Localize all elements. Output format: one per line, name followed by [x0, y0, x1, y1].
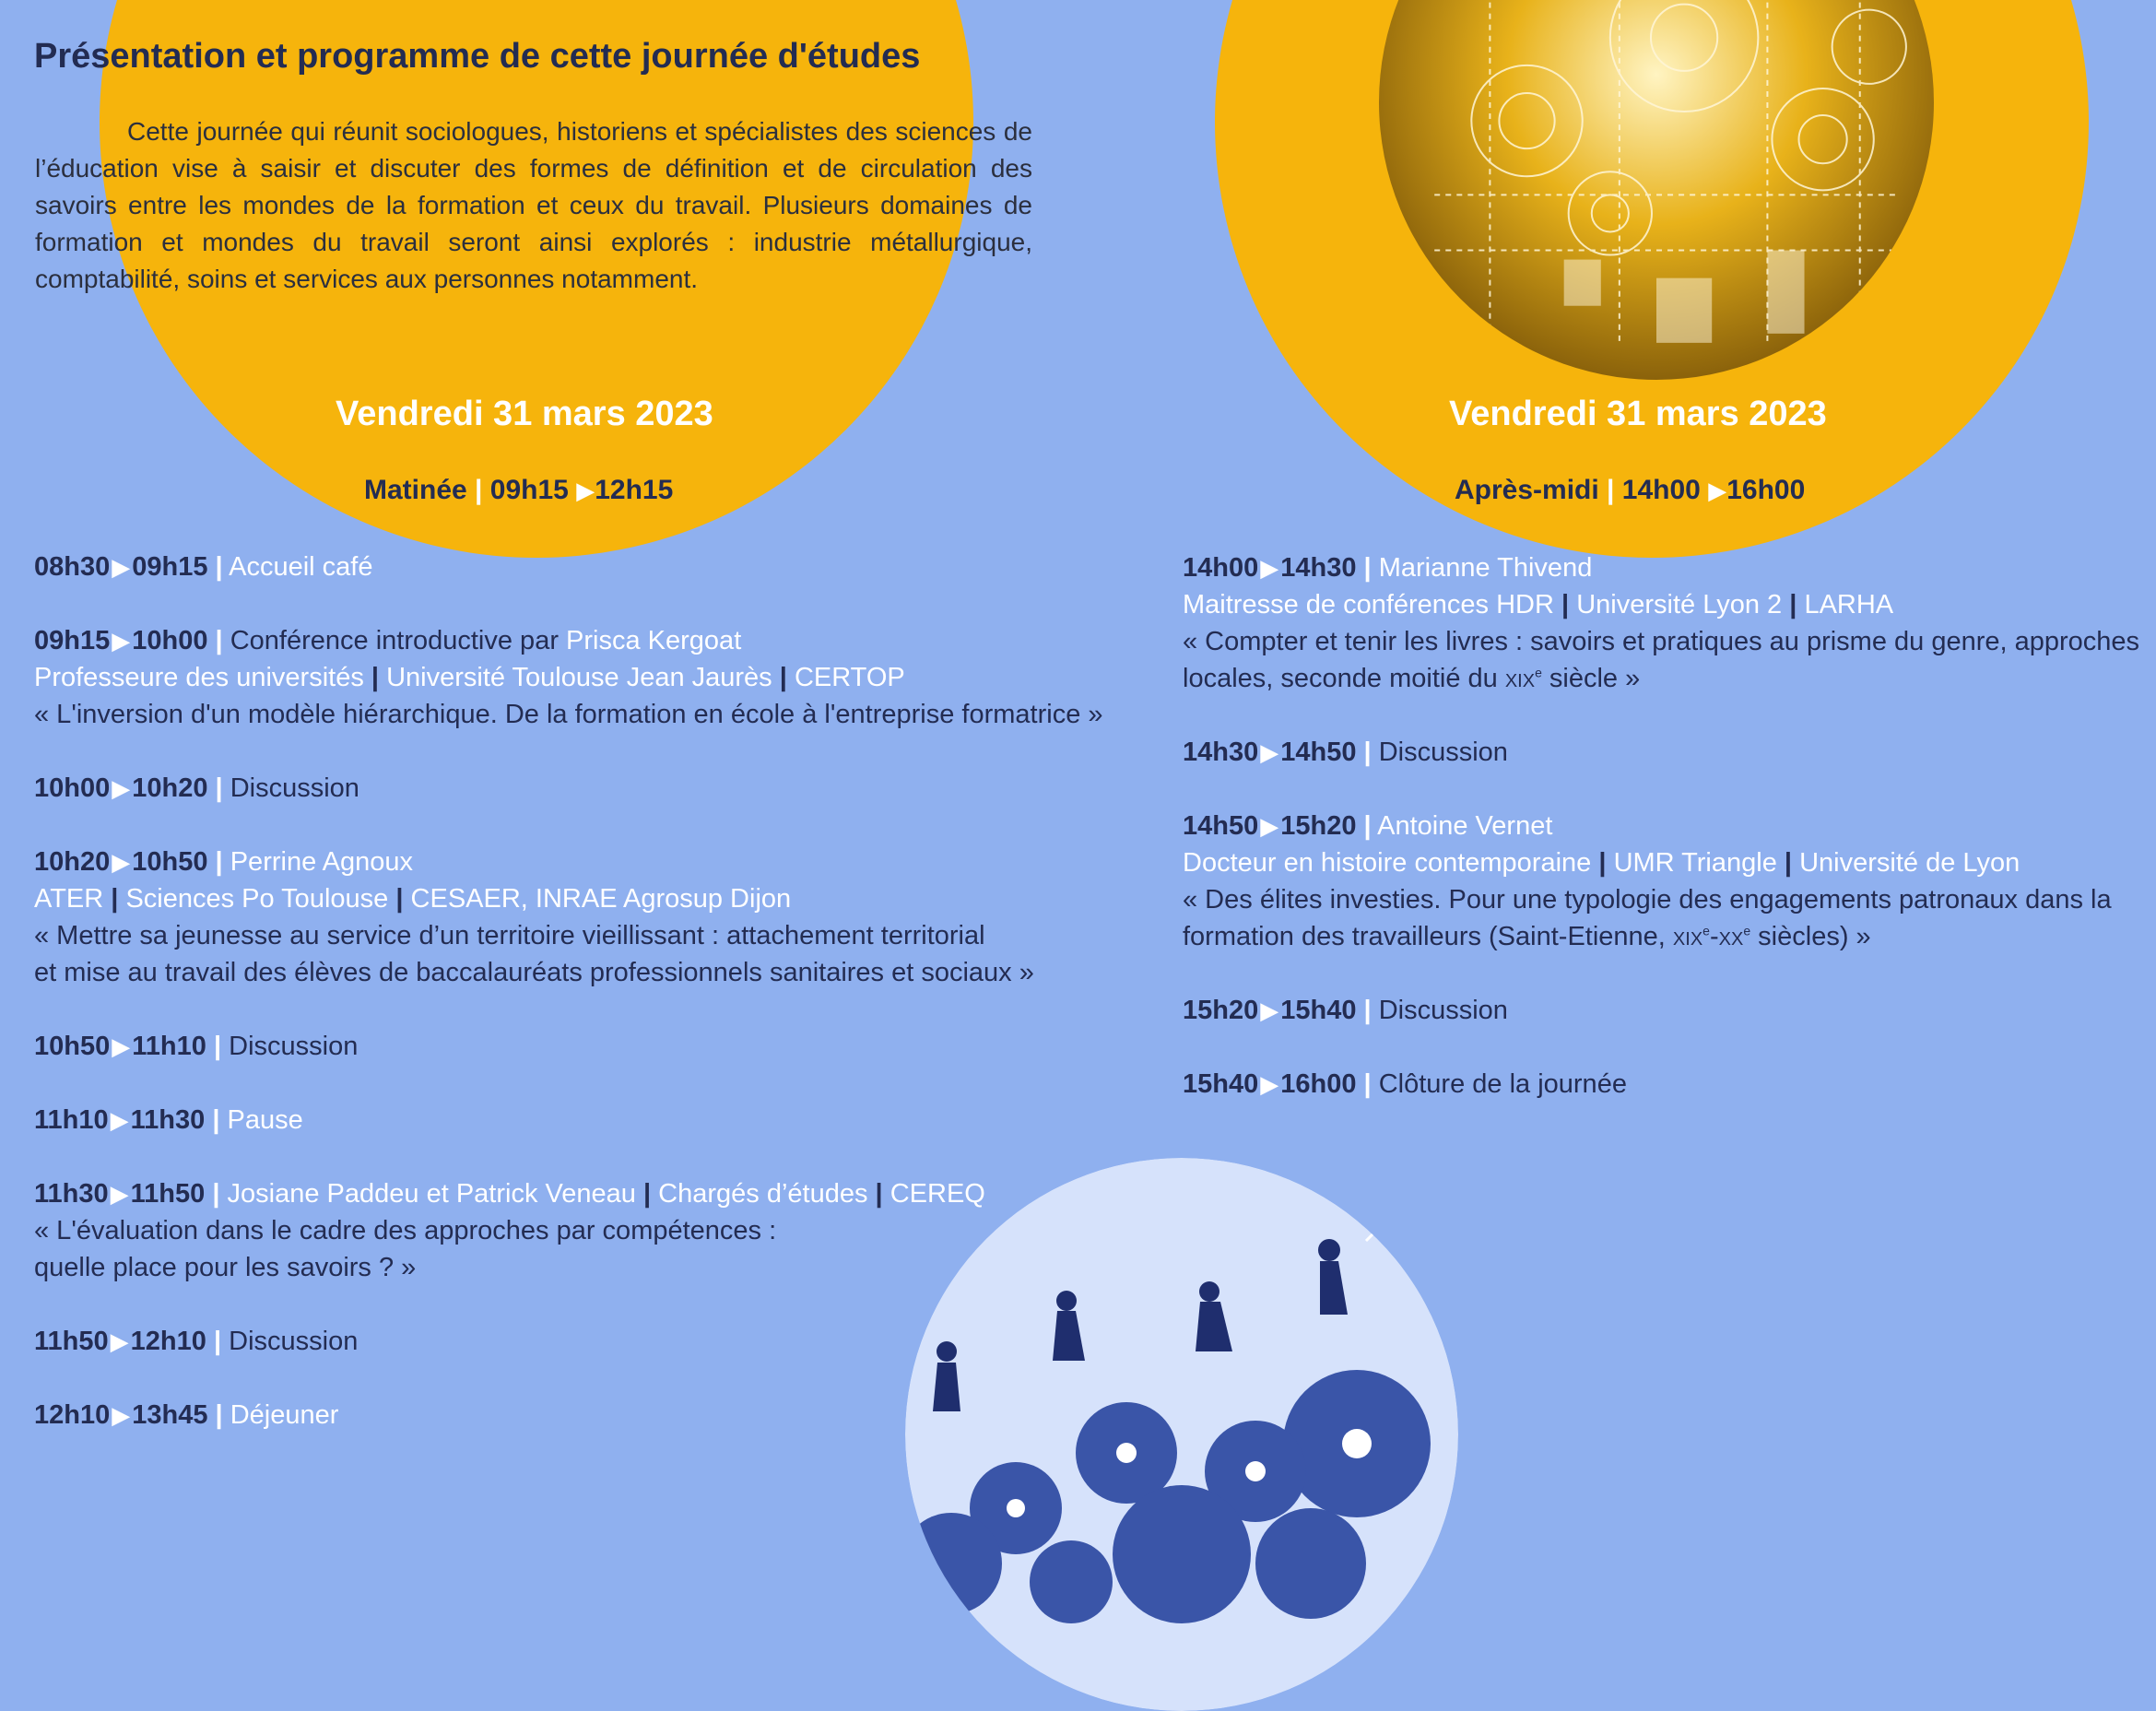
- speaker-name: Marianne Thivend: [1378, 553, 1593, 583]
- arrow-icon: ▶: [1260, 554, 1279, 582]
- session-label: Après-midi: [1455, 475, 1599, 505]
- session-afternoon: Après-midi | 14h00 ▶16h00: [1455, 475, 1806, 505]
- arrow-icon: ▶: [110, 1180, 129, 1208]
- day-title-afternoon: Vendredi 31 mars 2023: [1449, 395, 1827, 433]
- speaker-name: Perrine Agnoux: [230, 847, 414, 877]
- program-item: 10h20▶10h50 | Perrine Agnoux ATER | Sciences Po Toulouse | CESAER, INRAE Agrosup Dijon « Mettre sa jeunesse au service d’un territoire vieillissant : attachement territorial et mise au travail des élèves de baccalauréats professionnels sanitaires et sociaux »: [34, 844, 1034, 991]
- arrow-icon: ▶: [112, 1401, 131, 1429]
- speaker-name: Antoine Vernet: [1377, 811, 1553, 841]
- program-item: 12h10▶13h45 | Déjeuner: [34, 1400, 339, 1430]
- arrow-icon: ▶: [110, 1328, 129, 1355]
- intro-title: Présentation et programme de cette journée d'études: [34, 37, 921, 76]
- arrow-icon: ▶: [1260, 812, 1279, 840]
- program-item: 15h20▶15h40 | Discussion: [1183, 996, 1508, 1025]
- arrow-icon: ▶: [110, 1106, 129, 1134]
- program-item: 14h30▶14h50 | Discussion: [1183, 738, 1508, 767]
- talk-title: locales, seconde moitié du xix$^e$ siècle »: [1183, 664, 1641, 693]
- program-item: 10h00▶10h20 | Discussion: [34, 773, 359, 803]
- arrow-icon: ▶: [112, 553, 131, 581]
- arrow-icon: ▶: [112, 848, 131, 876]
- day-title-morning: Vendredi 31 mars 2023: [336, 395, 713, 433]
- talk-title: « L'évaluation dans le cadre des approches par compétences :: [34, 1216, 777, 1245]
- talk-title: « Compter et tenir les livres : savoirs et pratiques au prisme du genre, approches: [1183, 627, 2140, 656]
- talk-title: « Des élites investies. Pour une typologie des engagements patronaux dans la: [1183, 885, 2112, 914]
- program-item: 14h00▶14h30 | Marianne Thivend Maitresse de conférences HDR | Université Lyon 2 | LARHA « Compter et tenir les livres : savoirs et pratiques au prisme du genre, approches locales, seconde moitié du xix$^e$ siècle »: [1183, 549, 2139, 697]
- arrow-icon: ▶: [112, 1032, 131, 1060]
- arrow-icon: ▶: [1708, 477, 1727, 504]
- speaker-name: Josiane Paddeu et Patrick Veneau: [227, 1179, 636, 1209]
- session-label: Matinée: [364, 475, 467, 505]
- arrow-icon: ▶: [1260, 997, 1279, 1024]
- session-end: 12h15: [595, 475, 674, 505]
- program-item: 10h50▶11h10 | Discussion: [34, 1032, 359, 1061]
- talk-title: et mise au travail des élèves de baccalauréats professionnels sanitaires et sociaux »: [34, 958, 1034, 987]
- talk-title: « Mettre sa jeunesse au service d’un territoire vieillissant : attachement territorial: [34, 921, 985, 950]
- program-item: 11h10▶11h30 | Pause: [34, 1105, 303, 1135]
- talk-title: quelle place pour les savoirs ? »: [34, 1253, 417, 1282]
- arrow-icon: ▶: [1260, 1070, 1279, 1098]
- arrow-icon: ▶: [1260, 738, 1279, 766]
- program-item: 11h50▶12h10 | Discussion: [34, 1327, 359, 1356]
- program-item: 09h15▶10h00 | Conférence introductive par Prisca Kergoat Professeure des universités | Université Toulouse Jean Jaurès | CERTOP « L'inversion d'un modèle hiérarchique. De la formation en école à l'entreprise formatrice »: [34, 622, 1103, 733]
- talk-title: formation des travailleurs (Saint-Etienne, $xix^e-xx^e$ siècles) »: [1183, 922, 1871, 951]
- arrow-icon: ▶: [112, 774, 131, 802]
- intro-text: Cette journée qui réunit sociologues, historiens et spécialistes des sciences de l’éducation vise à saisir et discuter des formes de définition et de circulation des savoirs entre les mondes de la formation et ceux du travail. Plusieurs domaines de formation et mondes du travail seront ainsi explorés : industrie métallurgique, comptabilité, soins et services aux personnes notamment.: [35, 117, 1032, 293]
- program-item: 14h50▶15h20 | Antoine Vernet Docteur en histoire contemporaine | UMR Triangle | Université de Lyon « Des élites investies. Pour une typologie des engagements patronaux dans la formation des travailleurs (Saint-Etienne, $xix^e-xx^e$ siècles) »: [1183, 808, 2112, 955]
- talk-title: « L'inversion d'un modèle hiérarchique. De la formation en école à l'entreprise formatrice »: [34, 700, 1103, 729]
- program-item: 08h30▶09h15 | Accueil café: [34, 552, 373, 582]
- session-start: 09h15: [489, 475, 569, 505]
- program-item: 11h30▶11h50 | Josiane Paddeu et Patrick Veneau | Chargés d’études | CEREQ « L'évaluation dans le cadre des approches par compétences : quelle place pour les savoirs ? »: [34, 1175, 985, 1286]
- gears-image: [1379, 0, 1934, 380]
- session-end: 16h00: [1726, 475, 1806, 505]
- speaker-name: Prisca Kergoat: [566, 626, 742, 655]
- program-item: 15h40▶16h00 | Clôture de la journée: [1183, 1069, 1627, 1099]
- session-start: 14h00: [1621, 475, 1701, 505]
- people-on-gears-illustration: [905, 1158, 1458, 1711]
- session-morning: Matinée | 09h15 ▶12h15: [364, 475, 674, 505]
- arrow-icon: ▶: [112, 627, 131, 655]
- arrow-icon: ▶: [576, 477, 595, 504]
